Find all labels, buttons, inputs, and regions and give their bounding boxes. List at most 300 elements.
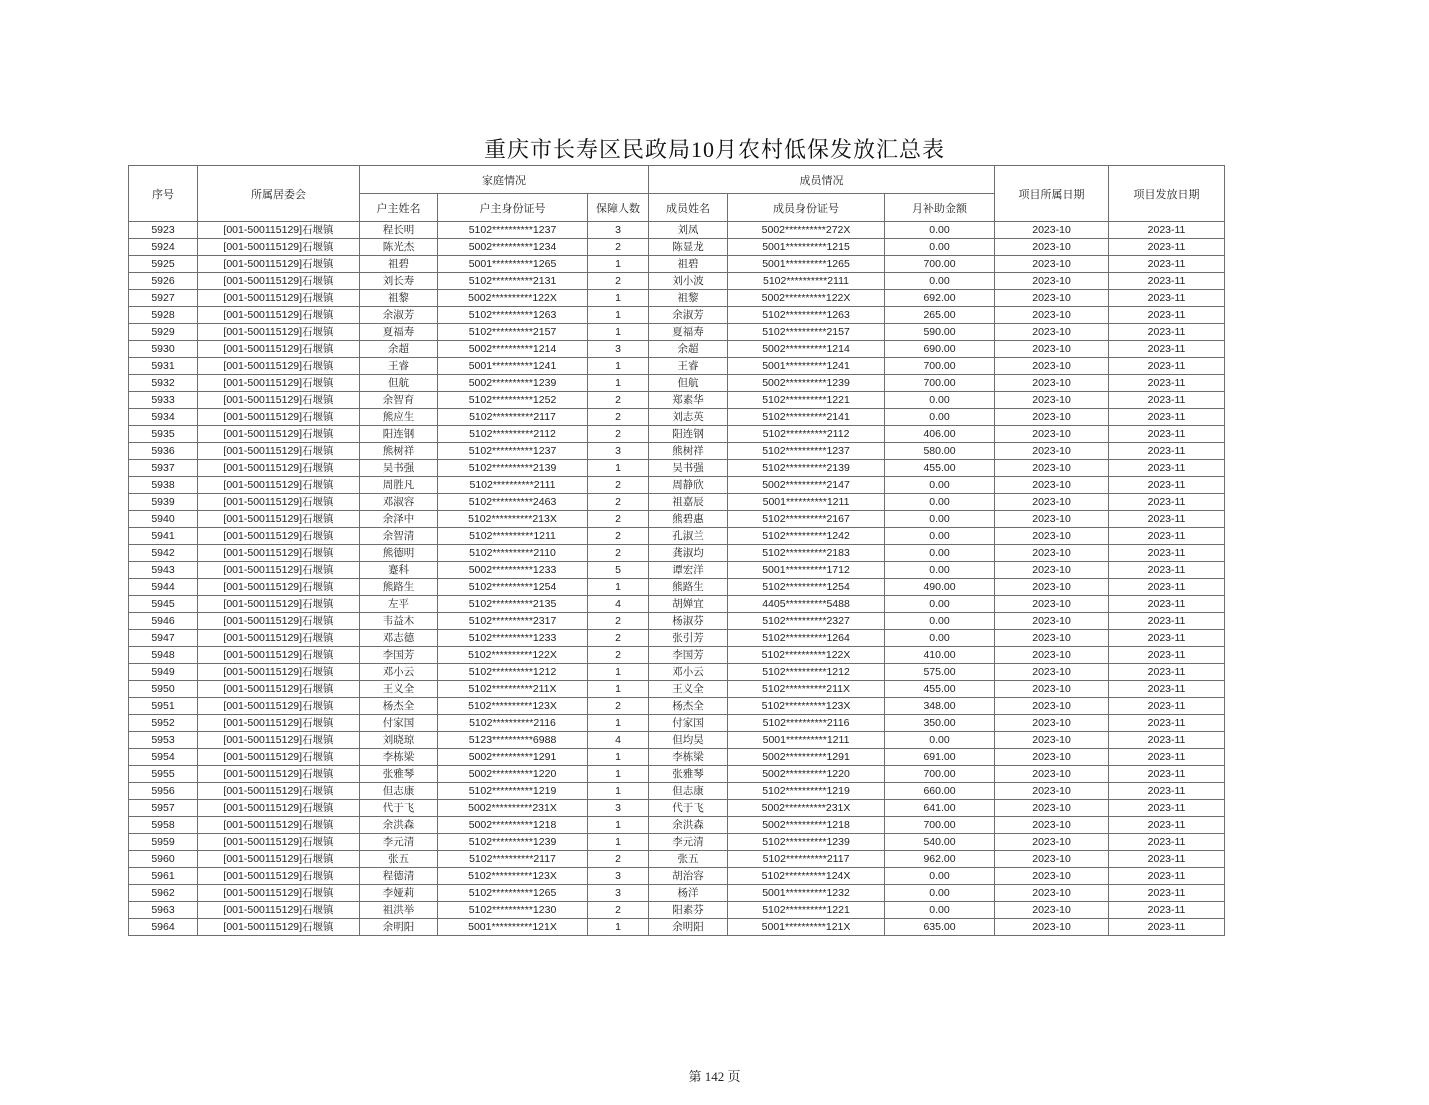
table-row [129,749,1225,766]
cell-project-month: 2023-10 [995,817,1109,834]
cell-member-id: 5102**********1254 [728,579,885,596]
cell-member-name: 邓小云 [649,664,728,681]
cell-project-month: 2023-10 [995,392,1109,409]
cell-head-name: 周胜凡 [360,477,438,494]
cell-serial: 5962 [129,885,198,902]
cell-member-id: 5102**********1212 [728,664,885,681]
cell-subsidy-amount: 700.00 [885,766,995,783]
cell-head-id: 5002**********1234 [438,239,588,256]
cell-member-name: 夏福寿 [649,324,728,341]
table-row [129,851,1225,868]
cell-committee: [001-500115129]石堰镇 [198,375,360,392]
table-row [129,460,1225,477]
cell-protected-count: 2 [588,630,649,647]
cell-member-id: 5102**********2112 [728,426,885,443]
cell-member-name: 胡治容 [649,868,728,885]
cell-member-id: 5001**********1241 [728,358,885,375]
cell-head-name: 熊路生 [360,579,438,596]
cell-protected-count: 1 [588,290,649,307]
cell-head-id: 5102**********2317 [438,613,588,630]
cell-protected-count: 2 [588,477,649,494]
cell-head-id: 5102**********2135 [438,596,588,613]
cell-member-name: 刘凤 [649,222,728,239]
cell-project-month: 2023-10 [995,511,1109,528]
cell-committee: [001-500115129]石堰镇 [198,817,360,834]
cell-serial: 5951 [129,698,198,715]
cell-member-id: 5102**********2183 [728,545,885,562]
cell-subsidy-amount: 540.00 [885,834,995,851]
cell-head-name: 但志康 [360,783,438,800]
cell-subsidy-amount: 590.00 [885,324,995,341]
cell-member-id: 5001**********1215 [728,239,885,256]
cell-head-id: 5002**********231X [438,800,588,817]
cell-serial: 5945 [129,596,198,613]
cell-head-id: 5102**********1252 [438,392,588,409]
cell-serial: 5938 [129,477,198,494]
table-row [129,664,1225,681]
cell-project-month: 2023-10 [995,290,1109,307]
table-row [129,290,1225,307]
cell-committee: [001-500115129]石堰镇 [198,494,360,511]
cell-issue-month: 2023-11 [1109,613,1225,630]
cell-protected-count: 1 [588,834,649,851]
cell-head-id: 5102**********2463 [438,494,588,511]
cell-member-name: 祖嘉辰 [649,494,728,511]
table-row [129,766,1225,783]
cell-project-month: 2023-10 [995,834,1109,851]
cell-member-name: 熊碧惠 [649,511,728,528]
cell-member-name: 吴书强 [649,460,728,477]
cell-subsidy-amount: 265.00 [885,307,995,324]
cell-project-month: 2023-10 [995,698,1109,715]
table-row [129,919,1225,936]
cell-committee: [001-500115129]石堰镇 [198,919,360,936]
cell-committee: [001-500115129]石堰镇 [198,545,360,562]
cell-member-id: 5102**********1221 [728,902,885,919]
cell-committee: [001-500115129]石堰镇 [198,698,360,715]
cell-issue-month: 2023-11 [1109,239,1225,256]
table-row [129,477,1225,494]
cell-member-name: 张雅琴 [649,766,728,783]
cell-head-name: 刘晓琼 [360,732,438,749]
cell-member-id: 5002**********272X [728,222,885,239]
cell-committee: [001-500115129]石堰镇 [198,256,360,273]
cell-issue-month: 2023-11 [1109,511,1225,528]
cell-issue-month: 2023-11 [1109,851,1225,868]
cell-issue-month: 2023-11 [1109,443,1225,460]
cell-protected-count: 5 [588,562,649,579]
table-row [129,902,1225,919]
cell-issue-month: 2023-11 [1109,630,1225,647]
cell-project-month: 2023-10 [995,256,1109,273]
table-row [129,885,1225,902]
cell-serial: 5952 [129,715,198,732]
cell-protected-count: 2 [588,613,649,630]
cell-member-name: 阳素芬 [649,902,728,919]
cell-issue-month: 2023-11 [1109,664,1225,681]
cell-protected-count: 3 [588,443,649,460]
cell-serial: 5930 [129,341,198,358]
cell-project-month: 2023-10 [995,409,1109,426]
cell-head-name: 祖洪举 [360,902,438,919]
cell-head-name: 杨杰全 [360,698,438,715]
cell-member-id: 5002**********2147 [728,477,885,494]
cell-committee: [001-500115129]石堰镇 [198,460,360,477]
cell-serial: 5924 [129,239,198,256]
cell-member-name: 谭宏洋 [649,562,728,579]
col-group-family: 家庭情况 [360,166,649,194]
cell-subsidy-amount: 0.00 [885,545,995,562]
cell-subsidy-amount: 455.00 [885,460,995,477]
table-row [129,596,1225,613]
cell-member-name: 龚淑均 [649,545,728,562]
cell-serial: 5935 [129,426,198,443]
cell-member-id: 5102**********2157 [728,324,885,341]
cell-committee: [001-500115129]石堰镇 [198,392,360,409]
cell-member-id: 5102**********1219 [728,783,885,800]
cell-protected-count: 1 [588,358,649,375]
col-header-project-month: 项目所属日期 [995,166,1109,222]
cell-issue-month: 2023-11 [1109,358,1225,375]
cell-project-month: 2023-10 [995,273,1109,290]
cell-protected-count: 3 [588,341,649,358]
cell-protected-count: 1 [588,749,649,766]
cell-protected-count: 2 [588,426,649,443]
cell-project-month: 2023-10 [995,647,1109,664]
cell-committee: [001-500115129]石堰镇 [198,222,360,239]
cell-project-month: 2023-10 [995,630,1109,647]
cell-serial: 5941 [129,528,198,545]
table-row [129,783,1225,800]
cell-protected-count: 1 [588,715,649,732]
cell-issue-month: 2023-11 [1109,885,1225,902]
cell-serial: 5926 [129,273,198,290]
cell-subsidy-amount: 0.00 [885,222,995,239]
cell-member-name: 余洪森 [649,817,728,834]
cell-head-name: 程长明 [360,222,438,239]
cell-project-month: 2023-10 [995,783,1109,800]
cell-member-id: 5102**********1237 [728,443,885,460]
cell-member-name: 刘小波 [649,273,728,290]
cell-issue-month: 2023-11 [1109,868,1225,885]
cell-subsidy-amount: 0.00 [885,409,995,426]
cell-member-id: 5102**********211X [728,681,885,698]
cell-member-name: 王睿 [649,358,728,375]
cell-subsidy-amount: 580.00 [885,443,995,460]
cell-project-month: 2023-10 [995,681,1109,698]
cell-member-name: 但航 [649,375,728,392]
cell-head-name: 张五 [360,851,438,868]
cell-issue-month: 2023-11 [1109,834,1225,851]
cell-committee: [001-500115129]石堰镇 [198,885,360,902]
cell-issue-month: 2023-11 [1109,222,1225,239]
cell-serial: 5947 [129,630,198,647]
cell-head-name: 陈光杰 [360,239,438,256]
table-row [129,375,1225,392]
cell-member-name: 李元清 [649,834,728,851]
cell-head-name: 王义全 [360,681,438,698]
cell-member-name: 熊路生 [649,579,728,596]
cell-project-month: 2023-10 [995,732,1109,749]
table-row [129,426,1225,443]
cell-protected-count: 2 [588,698,649,715]
cell-issue-month: 2023-11 [1109,647,1225,664]
cell-member-name: 代于飞 [649,800,728,817]
cell-head-id: 5001**********1265 [438,256,588,273]
cell-head-id: 5102**********2139 [438,460,588,477]
col-header-protected-count: 保障人数 [588,194,649,222]
cell-member-id: 4405**********5488 [728,596,885,613]
cell-issue-month: 2023-11 [1109,800,1225,817]
cell-subsidy-amount: 0.00 [885,239,995,256]
cell-protected-count: 2 [588,494,649,511]
cell-member-id: 5002**********1291 [728,749,885,766]
cell-serial: 5948 [129,647,198,664]
cell-member-name: 祖碧 [649,256,728,273]
cell-subsidy-amount: 0.00 [885,732,995,749]
cell-subsidy-amount: 690.00 [885,341,995,358]
cell-serial: 5957 [129,800,198,817]
cell-head-id: 5102**********213X [438,511,588,528]
cell-serial: 5949 [129,664,198,681]
cell-subsidy-amount: 660.00 [885,783,995,800]
cell-issue-month: 2023-11 [1109,766,1225,783]
cell-head-name: 左平 [360,596,438,613]
cell-issue-month: 2023-11 [1109,715,1225,732]
cell-issue-month: 2023-11 [1109,256,1225,273]
cell-protected-count: 3 [588,222,649,239]
cell-member-id: 5102**********2167 [728,511,885,528]
cell-head-name: 余洪森 [360,817,438,834]
cell-issue-month: 2023-11 [1109,562,1225,579]
cell-project-month: 2023-10 [995,596,1109,613]
cell-head-id: 5002**********1218 [438,817,588,834]
col-header-head-name: 户主姓名 [360,194,438,222]
cell-committee: [001-500115129]石堰镇 [198,307,360,324]
cell-protected-count: 2 [588,851,649,868]
cell-subsidy-amount: 410.00 [885,647,995,664]
cell-member-name: 杨杰全 [649,698,728,715]
cell-head-name: 代于飞 [360,800,438,817]
cell-committee: [001-500115129]石堰镇 [198,851,360,868]
cell-issue-month: 2023-11 [1109,902,1225,919]
table-header [129,166,1225,222]
cell-serial: 5958 [129,817,198,834]
cell-protected-count: 1 [588,817,649,834]
cell-protected-count: 1 [588,766,649,783]
cell-protected-count: 1 [588,664,649,681]
cell-issue-month: 2023-11 [1109,919,1225,936]
cell-protected-count: 1 [588,579,649,596]
cell-head-id: 5102**********2112 [438,426,588,443]
cell-committee: [001-500115129]石堰镇 [198,902,360,919]
cell-committee: [001-500115129]石堰镇 [198,290,360,307]
cell-member-name: 余淑芳 [649,307,728,324]
cell-protected-count: 1 [588,460,649,477]
cell-subsidy-amount: 455.00 [885,681,995,698]
cell-project-month: 2023-10 [995,426,1109,443]
table-row [129,698,1225,715]
cell-member-name: 阳连钢 [649,426,728,443]
cell-committee: [001-500115129]石堰镇 [198,868,360,885]
cell-project-month: 2023-10 [995,766,1109,783]
cell-issue-month: 2023-11 [1109,783,1225,800]
cell-head-name: 李栋梁 [360,749,438,766]
cell-subsidy-amount: 0.00 [885,868,995,885]
cell-subsidy-amount: 0.00 [885,273,995,290]
cell-protected-count: 2 [588,239,649,256]
col-group-member: 成员情况 [649,166,995,194]
cell-project-month: 2023-10 [995,307,1109,324]
cell-head-id: 5102**********123X [438,868,588,885]
cell-subsidy-amount: 692.00 [885,290,995,307]
cell-head-id: 5102**********1230 [438,902,588,919]
table-row [129,392,1225,409]
cell-head-name: 熊树祥 [360,443,438,460]
cell-protected-count: 2 [588,545,649,562]
cell-serial: 5961 [129,868,198,885]
cell-head-name: 付家国 [360,715,438,732]
cell-issue-month: 2023-11 [1109,341,1225,358]
cell-serial: 5959 [129,834,198,851]
cell-head-id: 5002**********1220 [438,766,588,783]
cell-project-month: 2023-10 [995,222,1109,239]
table-row [129,817,1225,834]
cell-head-id: 5102**********123X [438,698,588,715]
cell-member-name: 周静欣 [649,477,728,494]
cell-member-id: 5001**********1211 [728,494,885,511]
cell-subsidy-amount: 0.00 [885,494,995,511]
cell-serial: 5954 [129,749,198,766]
cell-issue-month: 2023-11 [1109,698,1225,715]
cell-head-id: 5102**********2131 [438,273,588,290]
cell-member-name: 王义全 [649,681,728,698]
cell-head-name: 蹇科 [360,562,438,579]
cell-issue-month: 2023-11 [1109,460,1225,477]
cell-issue-month: 2023-11 [1109,273,1225,290]
cell-committee: [001-500115129]石堰镇 [198,800,360,817]
cell-committee: [001-500115129]石堰镇 [198,596,360,613]
cell-project-month: 2023-10 [995,358,1109,375]
cell-head-name: 程德清 [360,868,438,885]
cell-head-name: 王睿 [360,358,438,375]
cell-subsidy-amount: 700.00 [885,256,995,273]
cell-head-id: 5102**********2111 [438,477,588,494]
cell-head-name: 熊应生 [360,409,438,426]
cell-committee: [001-500115129]石堰镇 [198,341,360,358]
cell-committee: [001-500115129]石堰镇 [198,613,360,630]
table-row [129,647,1225,664]
cell-head-name: 余智清 [360,528,438,545]
cell-subsidy-amount: 0.00 [885,511,995,528]
cell-committee: [001-500115129]石堰镇 [198,324,360,341]
cell-protected-count: 1 [588,256,649,273]
cell-member-id: 5002**********1220 [728,766,885,783]
cell-head-id: 5002**********1239 [438,375,588,392]
cell-committee: [001-500115129]石堰镇 [198,273,360,290]
table-row [129,715,1225,732]
cell-serial: 5929 [129,324,198,341]
cell-serial: 5925 [129,256,198,273]
col-header-monthly-subsidy: 月补助金额 [885,194,995,222]
cell-member-name: 郑素华 [649,392,728,409]
cell-head-id: 5102**********1263 [438,307,588,324]
table-row [129,834,1225,851]
cell-member-name: 但均昊 [649,732,728,749]
cell-member-name: 杨洋 [649,885,728,902]
cell-head-name: 余明阳 [360,919,438,936]
cell-head-id: 5102**********2117 [438,409,588,426]
cell-issue-month: 2023-11 [1109,324,1225,341]
cell-issue-month: 2023-11 [1109,749,1225,766]
cell-head-name: 祖黎 [360,290,438,307]
cell-subsidy-amount: 700.00 [885,358,995,375]
table-row [129,613,1225,630]
table-row [129,545,1225,562]
cell-head-id: 5002**********1214 [438,341,588,358]
cell-project-month: 2023-10 [995,528,1109,545]
cell-serial: 5923 [129,222,198,239]
cell-committee: [001-500115129]石堰镇 [198,681,360,698]
cell-member-name: 陈显龙 [649,239,728,256]
cell-subsidy-amount: 0.00 [885,392,995,409]
cell-member-name: 张引芳 [649,630,728,647]
cell-committee: [001-500115129]石堰镇 [198,664,360,681]
cell-committee: [001-500115129]石堰镇 [198,562,360,579]
cell-head-id: 5102**********1254 [438,579,588,596]
cell-committee: [001-500115129]石堰镇 [198,630,360,647]
cell-protected-count: 2 [588,392,649,409]
cell-committee: [001-500115129]石堰镇 [198,443,360,460]
cell-subsidy-amount: 490.00 [885,579,995,596]
cell-project-month: 2023-10 [995,375,1109,392]
cell-protected-count: 2 [588,528,649,545]
cell-serial: 5960 [129,851,198,868]
cell-issue-month: 2023-11 [1109,596,1225,613]
cell-head-id: 5102**********2157 [438,324,588,341]
cell-protected-count: 2 [588,902,649,919]
col-header-committee: 所属居委会 [198,166,360,222]
cell-serial: 5944 [129,579,198,596]
cell-member-id: 5001**********1211 [728,732,885,749]
table-row [129,222,1225,239]
cell-member-name: 付家国 [649,715,728,732]
cell-serial: 5928 [129,307,198,324]
table-row [129,562,1225,579]
cell-committee: [001-500115129]石堰镇 [198,766,360,783]
cell-member-id: 5001**********121X [728,919,885,936]
cell-protected-count: 4 [588,732,649,749]
table-row [129,341,1225,358]
table-row [129,681,1225,698]
cell-serial: 5964 [129,919,198,936]
cell-subsidy-amount: 0.00 [885,613,995,630]
page-number: 第 142 页 [688,1069,741,1084]
cell-subsidy-amount: 0.00 [885,477,995,494]
cell-committee: [001-500115129]石堰镇 [198,358,360,375]
cell-head-name: 夏福寿 [360,324,438,341]
cell-serial: 5927 [129,290,198,307]
cell-serial: 5937 [129,460,198,477]
cell-member-name: 祖黎 [649,290,728,307]
cell-serial: 5931 [129,358,198,375]
cell-issue-month: 2023-11 [1109,409,1225,426]
cell-serial: 5940 [129,511,198,528]
cell-head-id: 5002**********1291 [438,749,588,766]
cell-serial: 5950 [129,681,198,698]
cell-head-id: 5102**********2117 [438,851,588,868]
cell-subsidy-amount: 348.00 [885,698,995,715]
